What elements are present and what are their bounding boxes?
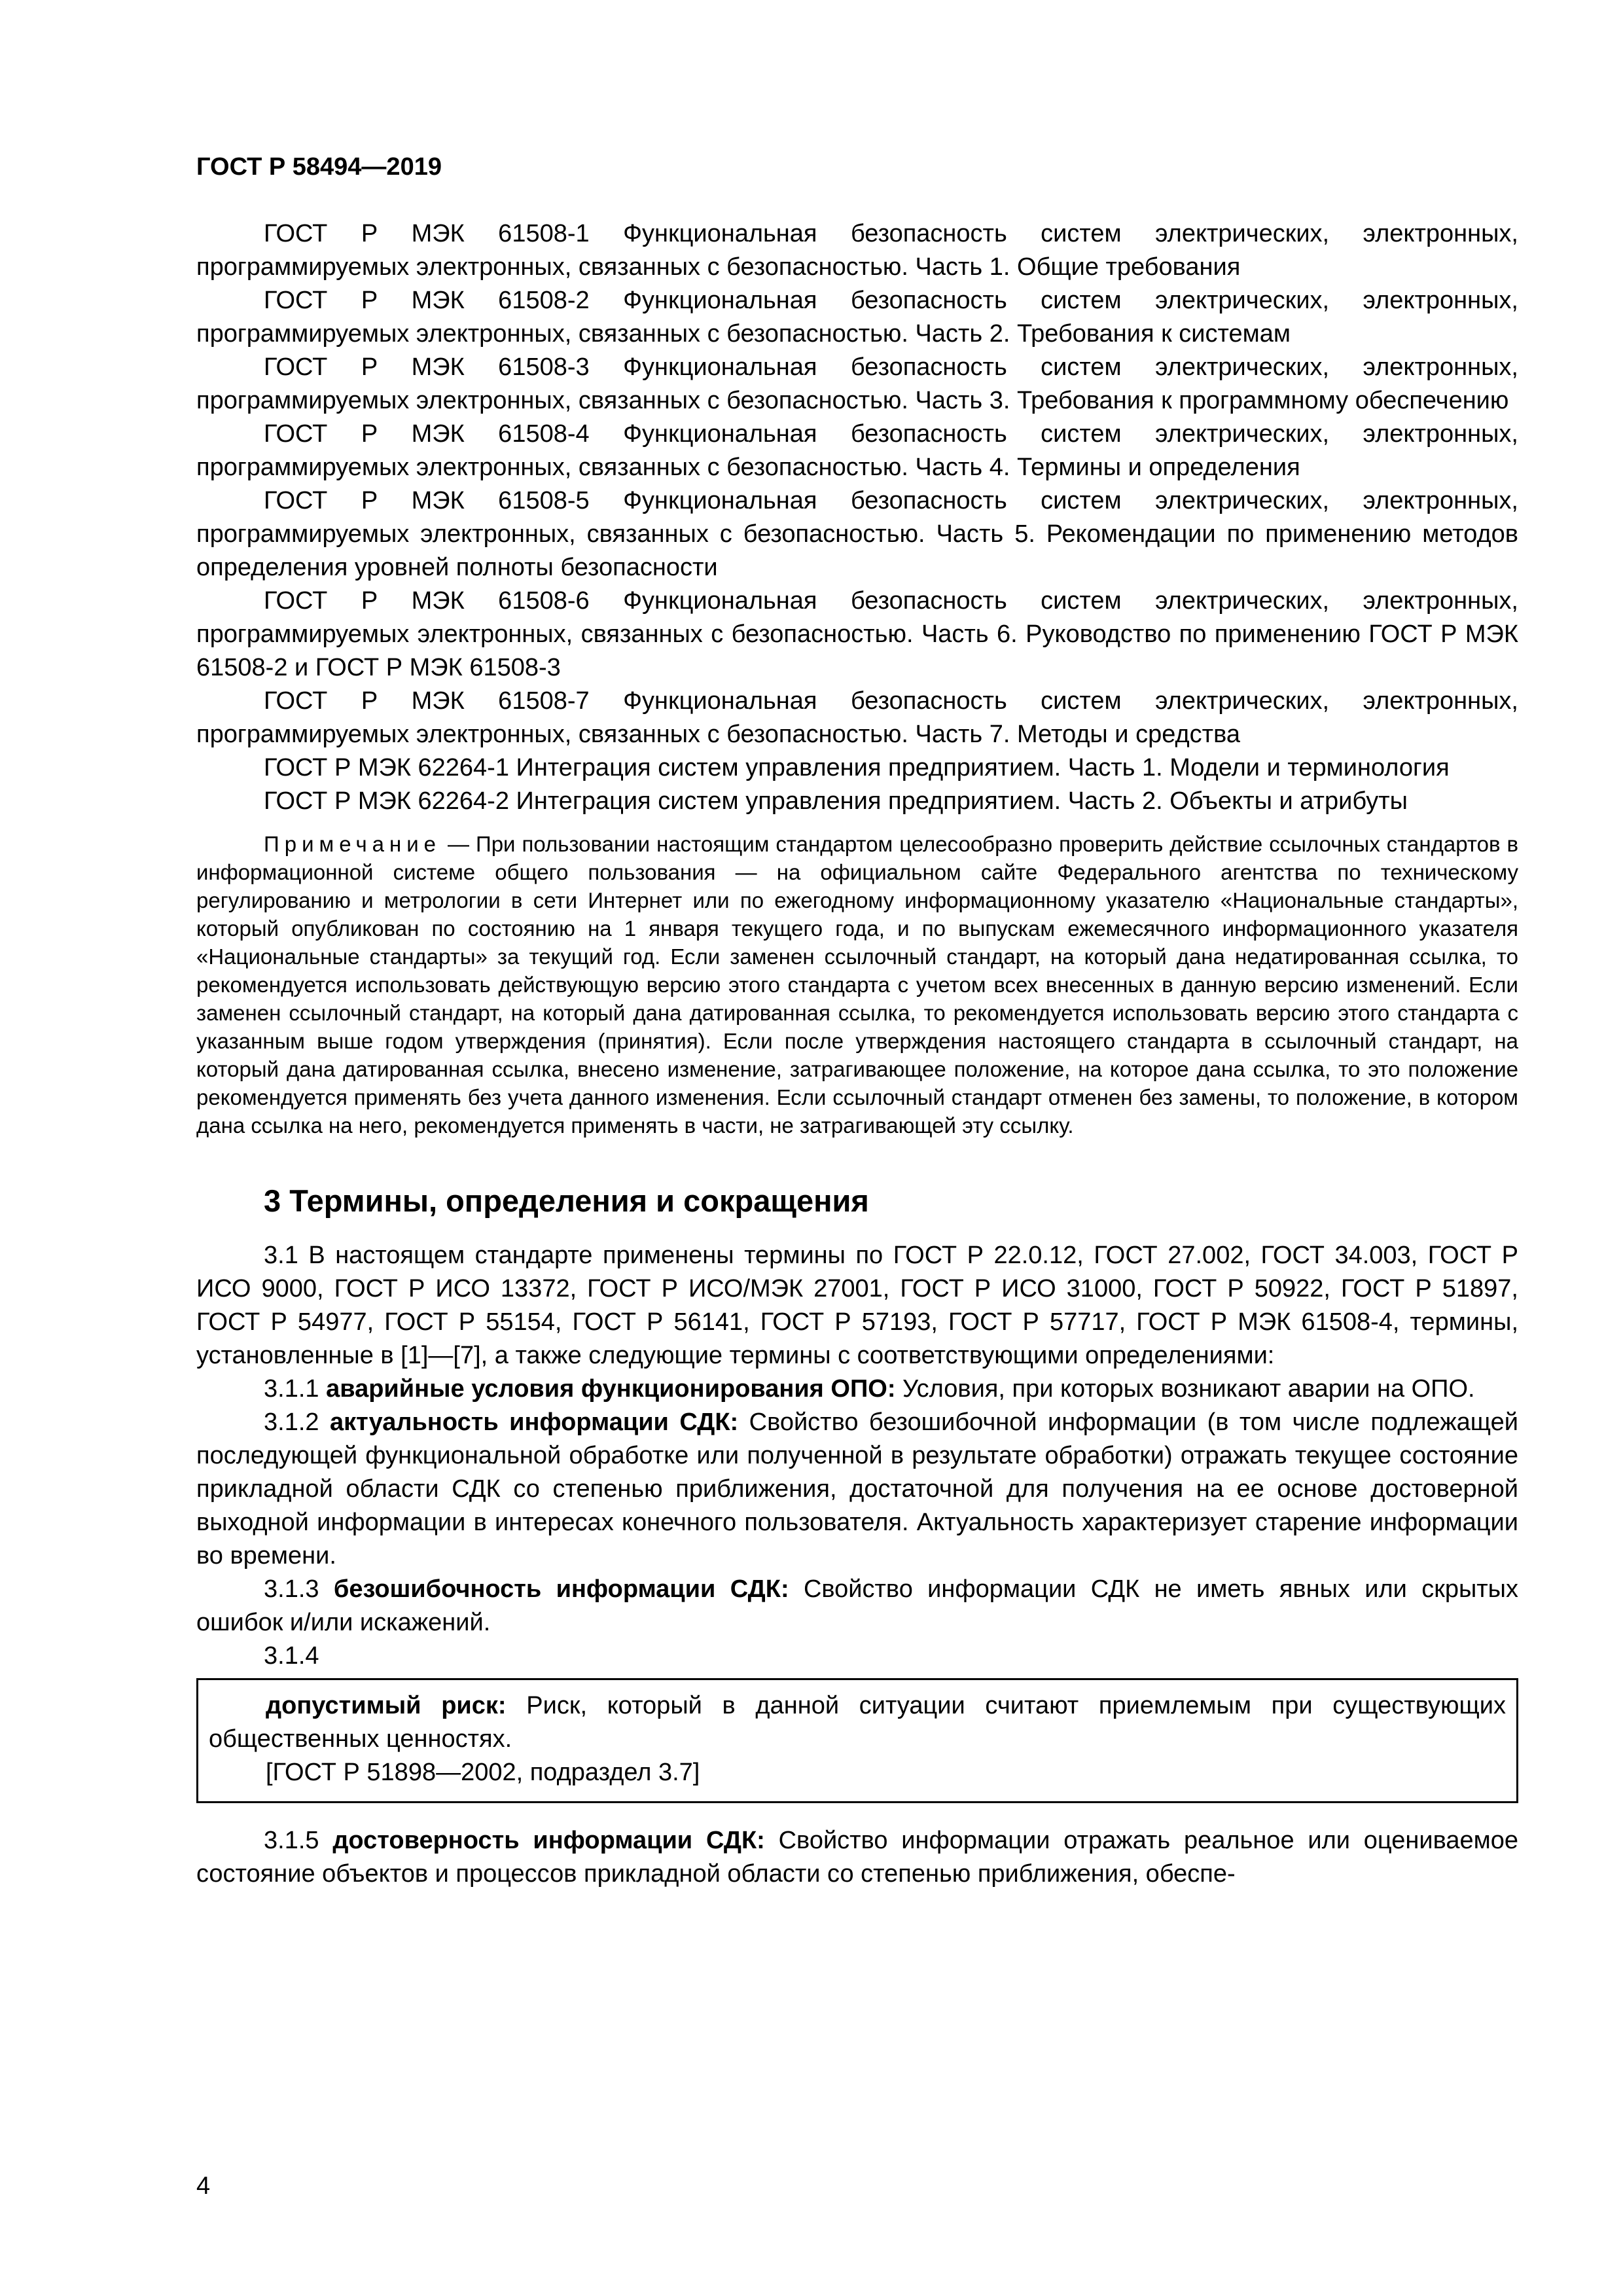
term-3-1-5 bbox=[196, 1824, 1518, 1891]
term-number: 3.1.2 bbox=[264, 1408, 330, 1436]
term-definition: Свойство безошибочной информации (в том числе подлежащей последующей функциональной обработке или полученной в результате обработки) отражать текущее состояние прикладной области СДК со степенью приближения, достаточной для получения на ее основе достоверной выходной информации в интересах конечного пользователя. Актуальность характеризует старение информации во времени. bbox=[196, 1408, 1519, 1570]
reference-item: ГОСТ Р МЭК 62264-2 Интеграция систем управления предприятием. Часть 2. Объекты и атрибуты bbox=[264, 787, 1408, 815]
term-name: допустимый риск: bbox=[266, 1692, 507, 1719]
term-definition: Риск, который в данной ситуации считают приемлемым при существующих общественных ценностях. bbox=[209, 1692, 1507, 1753]
note-paragraph bbox=[196, 830, 1518, 1139]
document-header: ГОСТ Р 58494—2019 bbox=[196, 153, 442, 181]
term-3-1-3 bbox=[196, 1573, 1518, 1640]
section-heading: 3 Термины, определения и сокращения bbox=[264, 1183, 869, 1218]
term-3-1-4 bbox=[209, 1689, 1506, 1756]
term-name: достоверность информации СДК: bbox=[332, 1827, 765, 1854]
reference-item: ГОСТ Р МЭК 61508-1 Функциональная безопасность систем электрических, электронных, программируемых электронных, связанных с безопасностью. Часть 1. Общие требования bbox=[196, 220, 1518, 281]
term-source: [ГОСТ Р 51898—2002, подраздел 3.7] bbox=[266, 1759, 700, 1786]
note-label: Примечание bbox=[264, 832, 442, 856]
document-page bbox=[196, 151, 1518, 1891]
section-intro: 3.1 В настоящем стандарте применены термины по ГОСТ Р 22.0.12, ГОСТ 27.002, ГОСТ 34.003, ГОСТ Р ИСО 9000, ГОСТ Р ИСО 13372, ГОСТ Р ИСО/МЭК 27001, ГОСТ Р ИСО 31000, ГОСТ Р 50922, ГОСТ Р 51897, ГОСТ Р 54977, ГОСТ Р 55154, ГОСТ Р 56141, ГОСТ Р 57193, ГОСТ Р 57717, ГОСТ Р МЭК 61508-4, термины, установленные в [1]—[7], а также следующие термины с соответствующими определениями: bbox=[196, 1242, 1518, 1369]
reference-item: ГОСТ Р МЭК 61508-7 Функциональная безопасность систем электрических, электронных, программируемых электронных, связанных с безопасностью. Часть 7. Методы и средства bbox=[196, 687, 1518, 748]
term-3-1-4-box bbox=[196, 1678, 1518, 1803]
term-3-1-4-number: 3.1.4 bbox=[264, 1642, 319, 1670]
term-name: актуальность информации СДК: bbox=[329, 1408, 739, 1436]
term-definition: Свойство информации СДК не иметь явных или скрытых ошибок и/или искажений. bbox=[196, 1575, 1518, 1636]
term-name: аварийные условия функционирования ОПО: bbox=[326, 1375, 896, 1403]
term-definition: Свойство информации отражать реальное или оцениваемое состояние объектов и процессов прикладной области со степенью приближения, обеспе- bbox=[196, 1827, 1519, 1888]
note-text: — При пользовании настоящим стандартом целесообразно проверить действие ссылочных стандартов в информационной системе общего пользования — на официальном сайте Федерального агентства по техническому регулированию и метрологии в сети Интернет или по ежегодному информационному указателю «Национальные стандарты», который опубликован по состоянию на 1 января текущего года, и по выпускам ежемесячного информационного указателя «Национальные стандарты» за текущий год. Если заменен ссылочный стандарт, на который дана недатированная ссылка, то рекомендуется использовать действующую версию этого стандарта с учетом всех внесенных в данную версию изменений. Если заменен ссылочный стандарт, на который дана датированная ссылка, то рекомендуется использовать версию этого стандарта с указанным выше годом утверждения (принятия). Если после утверждения настоящего стандарта в ссылочный стандарт, на который дана датированная ссылка, внесено изменение, затрагивающее положение, на которое дана ссылка, то это положение рекомендуется применять без учета данного изменения. Если ссылочный стандарт отменен без замены, то положение, в котором дана ссылка на него, рекомендуется применять в части, не затрагивающей эту ссылку. bbox=[196, 832, 1518, 1138]
term-name: безошибочность информации СДК: bbox=[333, 1575, 789, 1603]
term-definition: Условия, при которых возникают аварии на ОПО. bbox=[895, 1375, 1475, 1403]
normative-references-list bbox=[196, 217, 1518, 818]
term-3-1-1 bbox=[196, 1372, 1518, 1406]
page-number: 4 bbox=[196, 2172, 211, 2200]
reference-item: ГОСТ Р МЭК 61508-2 Функциональная безопасность систем электрических, электронных, программируемых электронных, связанных с безопасностью. Часть 2. Требования к системам bbox=[196, 287, 1518, 348]
reference-item: ГОСТ Р МЭК 61508-5 Функциональная безопасность систем электрических, электронных, программируемых электронных, связанных с безопасностью. Часть 5. Рекомендации по применению методов определения уровней полноты безопасности bbox=[196, 487, 1518, 581]
reference-item: ГОСТ Р МЭК 61508-4 Функциональная безопасность систем электрических, электронных, программируемых электронных, связанных с безопасностью. Часть 4. Термины и определения bbox=[196, 420, 1518, 481]
reference-item: ГОСТ Р МЭК 62264-1 Интеграция систем управления предприятием. Часть 1. Модели и терминология bbox=[264, 754, 1450, 781]
term-number: 3.1.1 bbox=[264, 1375, 327, 1403]
reference-item: ГОСТ Р МЭК 61508-3 Функциональная безопасность систем электрических, электронных, программируемых электронных, связанных с безопасностью. Часть 3. Требования к программному обеспечению bbox=[196, 353, 1518, 414]
term-number: 3.1.3 bbox=[264, 1575, 334, 1603]
reference-item: ГОСТ Р МЭК 61508-6 Функциональная безопасность систем электрических, электронных, программируемых электронных, связанных с безопасностью. Часть 6. Руководство по применению ГОСТ Р МЭК 61508-2 и ГОСТ Р МЭК 61508-3 bbox=[196, 587, 1518, 681]
term-number: 3.1.5 bbox=[264, 1827, 333, 1854]
term-3-1-2 bbox=[196, 1406, 1518, 1573]
